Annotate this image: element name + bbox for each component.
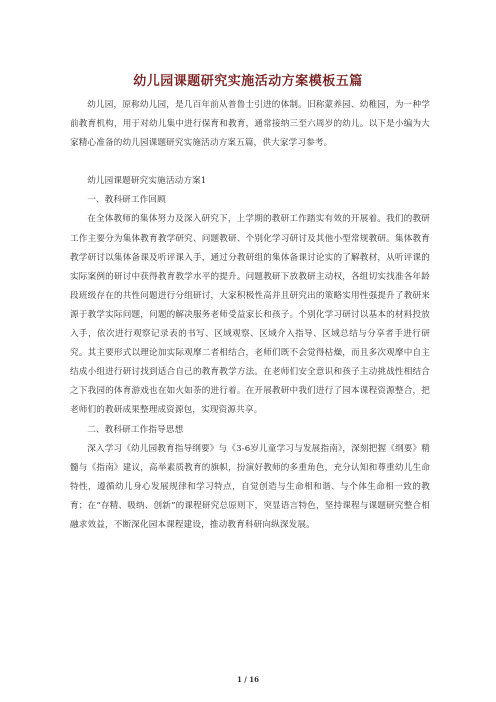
document-title: 幼儿园课题研究实施活动方案模板五篇 [133, 74, 363, 89]
section-title: 幼儿园课题研究实施活动方案1 [87, 176, 207, 187]
heading-guiding-thought: 二、教科研工作指导思想 [87, 424, 184, 435]
review-paragraph: 在全体教师的集体努力及深入研究下，上学期的教研工作踏实有效的开展着。我们的教研工作主要分为集体教育教学研究、问题教研、个别化学习研讨及其他小型常规教研。集体教育教学研讨以集体备课及听评课入手，通过分教研组的集体备课讨论实的了解教材，从听评课的实际案例的研讨中获得教育教学水平的提升。问题教研下放教研主动权，各组切实找准各年龄段班级存在的共性问题进行分组研讨，大家积极性高并且研究出的策略实用性强提升了教研来源于教学实际问题，问题的解决服务老师受益家长和孩子。个别化学习研讨以基本的材料投放入手，依次进行观察记录表的书写、区域观察、区域介入指导、区域总结与分享者手进行研究。其主要形式以理论加实际观摩二者相结合，老师们既不会觉得枯燥，而且多次观摩中自主结成小组进行研讨找到适合自己的教育教学方法。在老师们安全意识和孩子主动挑战性相结合之下我园的体育游戏也在如火如荼的进行着。在开展教研中我们进行了园本课程资源整合，把老师们的教研成果整理成资源包，实现资源共享。 [70, 214, 430, 416]
intro-paragraph: 幼儿园，原称幼儿园，是几百年前从普鲁士引进的体制。旧称蒙养园、幼稚园，为一种学前教育机构，用于对幼儿集中进行保育和教育，通常接纳三至六周岁的幼儿。以下是小编为大家精心准备的幼儿园课题研究实施活动方案五篇，供大家学习参考。 [70, 100, 430, 149]
heading-review: 一、教科研工作回顾 [87, 195, 166, 206]
guiding-paragraph: 深入学习《幼儿园教育指导纲要》与《3-6岁儿童学习与发展指南》，深刻把握《纲要》精髓与《指南》建议，高举素质教育的旗帜，扮演好教师的多重角色，充分认知和尊重幼儿生命特性，遵循幼儿身心发展规律和学习特点，自觉创造与生命相和谐、与个体生命相一致的教育；在“存精、吸纳、创新”的课程研究总原则下，突显语言特色，坚持课程与课题研究整合相融求效益，不断深化园本课程建设，推动教育科研向纵深发展。 [70, 443, 430, 530]
paragraph-spacer [70, 153, 430, 172]
document-body [70, 96, 430, 535]
page-indicator: 1 / 16 [236, 675, 260, 684]
